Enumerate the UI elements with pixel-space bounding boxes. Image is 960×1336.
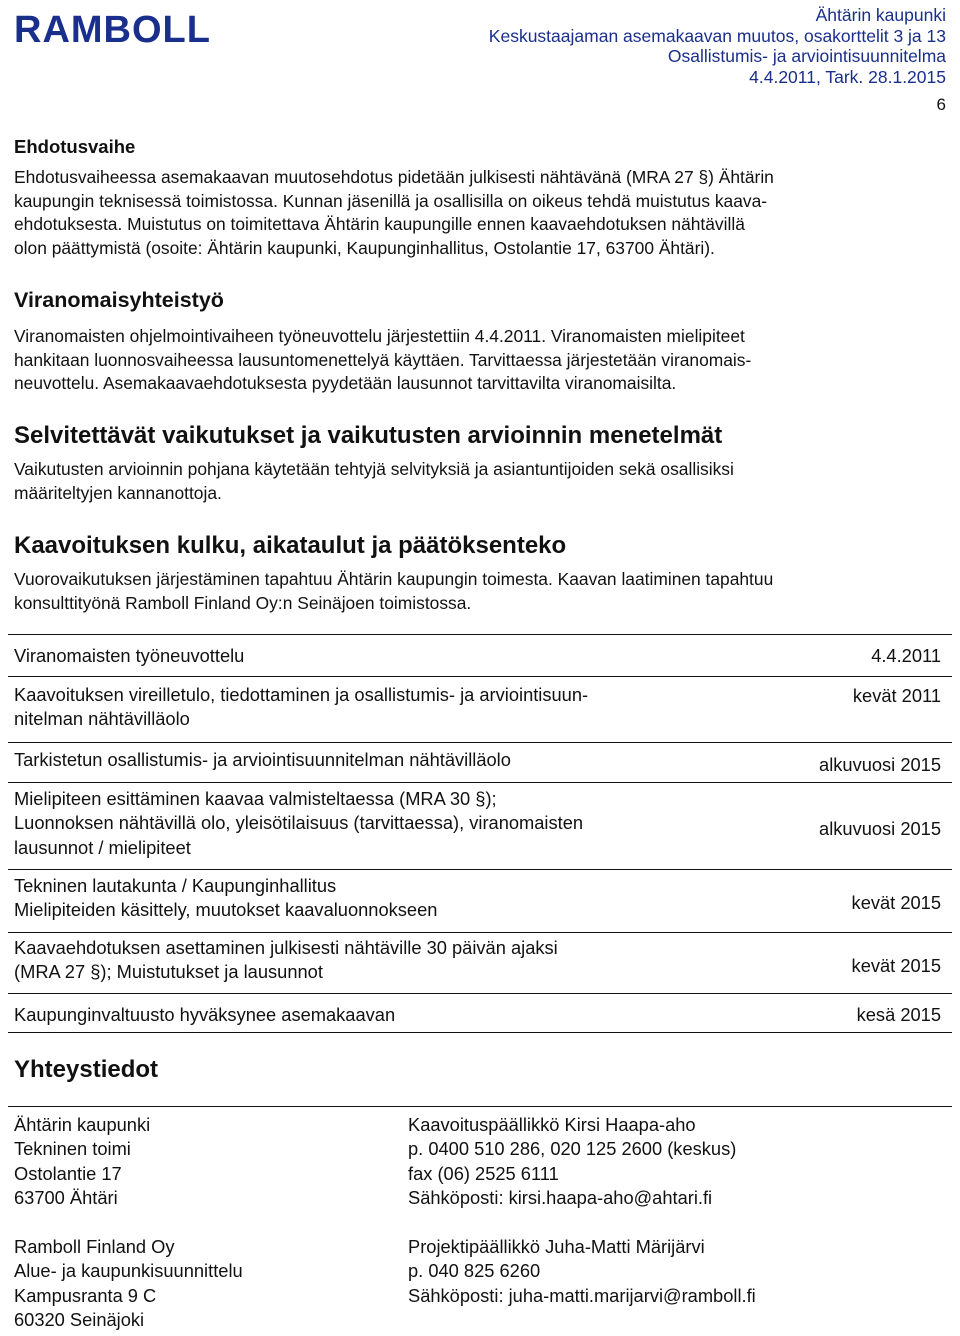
section-vaikutukset — [14, 422, 947, 505]
paragraph-line: hankitaan luonnosvaiheessa lausuntomenettelyä käyttäen. Tarvittaessa järjestetään viranomais- — [14, 349, 752, 370]
section-title: Selvitettävät vaikutukset ja vaikutusten arvioinnin menetelmät — [14, 422, 723, 449]
schedule-row — [8, 932, 952, 993]
header-line: Keskustaajaman asemakaavan muutos, osakorttelit 3 ja 13 — [488, 25, 946, 46]
schedule-row — [8, 742, 952, 781]
schedule-step: Viranomaisten työneuvottelu — [14, 645, 245, 666]
paragraph-line: neuvottelu. Asemakaavaehdotuksesta pyydetään lausunnot tarvittavilta viranomaisilta. — [14, 373, 677, 394]
section-yhteystiedot — [14, 1056, 947, 1084]
schedule-row — [8, 993, 952, 1033]
schedule-row — [8, 634, 952, 673]
header-line: Ähtärin kaupunki — [815, 5, 946, 25]
paragraph-line: olon päättymistä (osoite: Ähtärin kaupunki, Kaupunginhallitus, Ostolantie 17, 63700 Ähtäri). — [14, 237, 715, 258]
schedule-date: 4.4.2011 — [871, 645, 941, 666]
schedule-date: alkuvuosi 2015 — [819, 818, 941, 839]
section-kaavoituksen-kulku — [14, 532, 947, 615]
section-title: Ehdotusvaihe — [14, 136, 136, 157]
schedule-row — [8, 676, 952, 742]
section-title: Kaavoituksen kulku, aikataulut ja päätöksenteko — [14, 532, 567, 559]
document-header — [489, 5, 946, 87]
header-line: Osallistumis- ja arviointisuunnitelma — [667, 46, 946, 66]
schedule-row — [8, 869, 952, 932]
schedule-step: Mielipiteen esittäminen kaavaa valmisteltaessa (MRA 30 §); Luonnoksen nähtävillä olo, yleisötilaisuus (tarvittaessa), viranomaisten lausunnot / mielipiteet — [14, 788, 584, 858]
schedule-date: kesä 2015 — [856, 1004, 941, 1025]
ramboll-logo — [14, 6, 224, 48]
paragraph-line: Vuorovaikutuksen järjestäminen tapahtuu Ähtärin kaupungin toimesta. Kaavan laatiminen tapahtuu — [14, 569, 774, 589]
page-number: 6 — [936, 95, 946, 114]
section-viranomaisyhteistyo — [14, 288, 947, 396]
schedule-row — [8, 782, 952, 869]
paragraph-line: kaupungin teknisessä toimistossa. Kunnan jäsenillä ja osallisilla on oikeus tehdä muistutus kaava- — [14, 190, 768, 211]
schedule-step: Tarkistetun osallistumis- ja arviointisuunnitelman nähtävilläolo — [14, 749, 511, 770]
paragraph-line: määriteltyjen kannanottoja. — [14, 482, 222, 503]
schedule-date: kevät 2015 — [851, 892, 941, 913]
schedule-step: Kaavaehdotuksen asettaminen julkisesti nähtäville 30 päivän ajaksi (MRA 27 §); Muistutukset ja lausunnot — [14, 937, 558, 983]
paragraph-line: Viranomaisten ohjelmointivaiheen työneuvottelu järjestettiin 4.4.2011. Viranomaisten mielipiteet — [14, 326, 745, 346]
schedule-step: Tekninen lautakunta / Kaupunginhallitus Mielipiteiden käsittely, muutokset kaavaluonnokseen — [14, 875, 438, 921]
contact-address-ramboll: Ramboll Finland Oy Alue- ja kaupunkisuunnittelu Kampusranta 9 C 60320 Seinäjoki — [14, 1236, 243, 1331]
paragraph-line: ehdotuksesta. Muistutus on toimitettava Ähtärin kaupungille ennen kaavaehdotuksen nähtävillä — [14, 214, 745, 235]
schedule-step: Kaupunginvaltuusto hyväksynee asemakaavan — [14, 1004, 396, 1025]
paragraph-line: Ehdotusvaiheessa asemakaavan muutosehdotus pidetään julkisesti nähtävänä (MRA 27 §) Ähtärin — [14, 167, 774, 187]
contact-address-ahtari: Ähtärin kaupunki Tekninen toimi Ostolantie 17 63700 Ähtäri — [14, 1114, 151, 1209]
schedule-date: kevät 2011 — [852, 685, 941, 706]
header-line: 4.4.2011, Tark. 28.1.2015 — [749, 66, 946, 87]
schedule-date: alkuvuosi 2015 — [819, 754, 941, 775]
schedule-date: kevät 2015 — [851, 955, 941, 976]
contact-person-ahtari: Kaavoituspäällikkö Kirsi Haapa-aho p. 0400 510 286, 020 125 2600 (keskus) fax (06) 2525 6111 Sähköposti: kirsi.haapa-aho@ahtari.fi — [408, 1114, 737, 1209]
section-title: Yhteystiedot — [14, 1056, 159, 1083]
schedule-step: Kaavoituksen vireilletulo, tiedottaminen ja osallistumis- ja arviointisuun- nitelman nähtävilläolo — [14, 684, 589, 730]
contact-person-ramboll: Projektipäällikkö Juha-Matti Märijärvi p. 040 825 6260 Sähköposti: juha-matti.marijarvi@ramboll.fi — [408, 1236, 756, 1306]
contact-table — [8, 1106, 952, 1329]
section-ehdotusvaihe — [14, 136, 947, 260]
paragraph-line: konsulttityönä Ramboll Finland Oy:n Seinäjoen toimistossa. — [14, 592, 472, 613]
paragraph-line: Vaikutusten arvioinnin pohjana käytetään tehtyjä selvityksiä ja asiantuntijoiden sekä osallisiksi — [14, 459, 734, 479]
logo-text: RAMBOLL — [14, 9, 211, 48]
section-title: Viranomaisyhteistyö — [14, 288, 224, 312]
